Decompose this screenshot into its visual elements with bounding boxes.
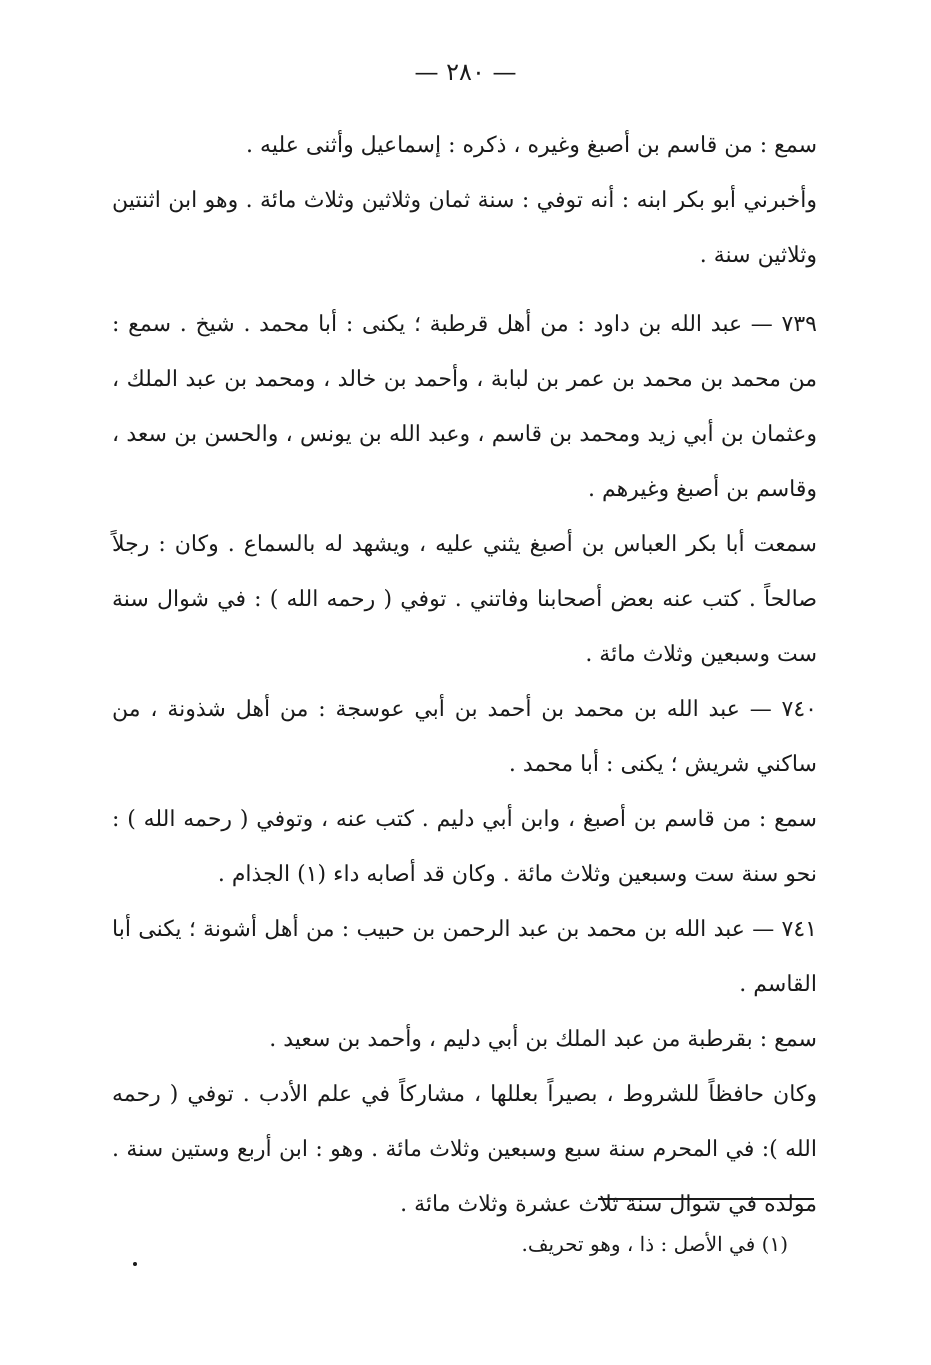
footnote-divider — [598, 1198, 814, 1200]
paragraph-sama-qasim: سمع : من قاسم بن أصبغ وغيره ، ذكره : إسماعيل وأثنى عليه . — [246, 133, 817, 158]
entry-739: ٧٣٩ — عبد الله بن داود : من أهل قرطبة ؛ يكنى : أبا محمد . شيخ . سمع : من محمد بن محمد بن عمر بن لبابة ، وأحمد بن خالد ، ومحمد بن عبد الملك ، وعثمان بن أبي زيد ومحمد بن قاسم ، وعبد الله بن يونس ، والحسن بن سعد ، وقاسم بن أصبغ وغيرهم . — [112, 312, 817, 502]
footnote: (١) في الأصل : ذا ، وهو تحريف. — [521, 1232, 788, 1256]
entry-741: ٧٤١ — عبد الله بن محمد بن عبد الرحمن بن حبيب : من أهل أشونة ؛ يكنى أبا القاسم . — [112, 917, 817, 997]
entry-741-sama: سمع : بقرطبة من عبد الملك بن أبي دليم ، وأحمد بن سعيد . — [269, 1027, 817, 1052]
page-number: — ٢٨٠ — — [414, 58, 517, 86]
main-text — [112, 118, 817, 1232]
entry-740: ٧٤٠ — عبد الله بن محمد بن أحمد بن أبي عوسجة : من أهل شذونة ، من ساكني شريش ؛ يكنى : أبا محمد . — [112, 697, 817, 777]
ink-speck — [133, 1262, 137, 1266]
entry-741-biography: وكان حافظاً للشروط ، بصيراً بعللها ، مشاركاً في علم الأدب . توفي ( رحمه الله ): في المحرم سنة سبع وسبعين وثلاث مائة . وهو : ابن أربع وستين سنة . مولده في شوال سنة ثلاث عشرة وثلاث مائة . — [112, 1082, 817, 1217]
entry-740-sama: سمع : من قاسم بن أصبغ ، وابن أبي دليم . كتب عنه ، وتوفي ( رحمه الله ) : نحو سنة ست وسبعين وثلاث مائة . وكان قد أصابه داء (١) الجذام . — [112, 807, 817, 887]
entry-739-praise: سمعت أبا بكر العباس بن أصبغ يثني عليه ، ويشهد له بالسماع . وكان : رجلاً صالحاً . كتب عنه بعض أصحابنا وفاتني . توفي ( رحمه الله ) : في شوال سنة ست وسبعين وثلاث مائة . — [112, 532, 817, 667]
paragraph-death-ibn: وأخبرني أبو بكر ابنه : أنه توفي : سنة ثمان وثلاثين وثلاث مائة . وهو ابن اثنتين وثلاثين سنة . — [112, 188, 817, 268]
